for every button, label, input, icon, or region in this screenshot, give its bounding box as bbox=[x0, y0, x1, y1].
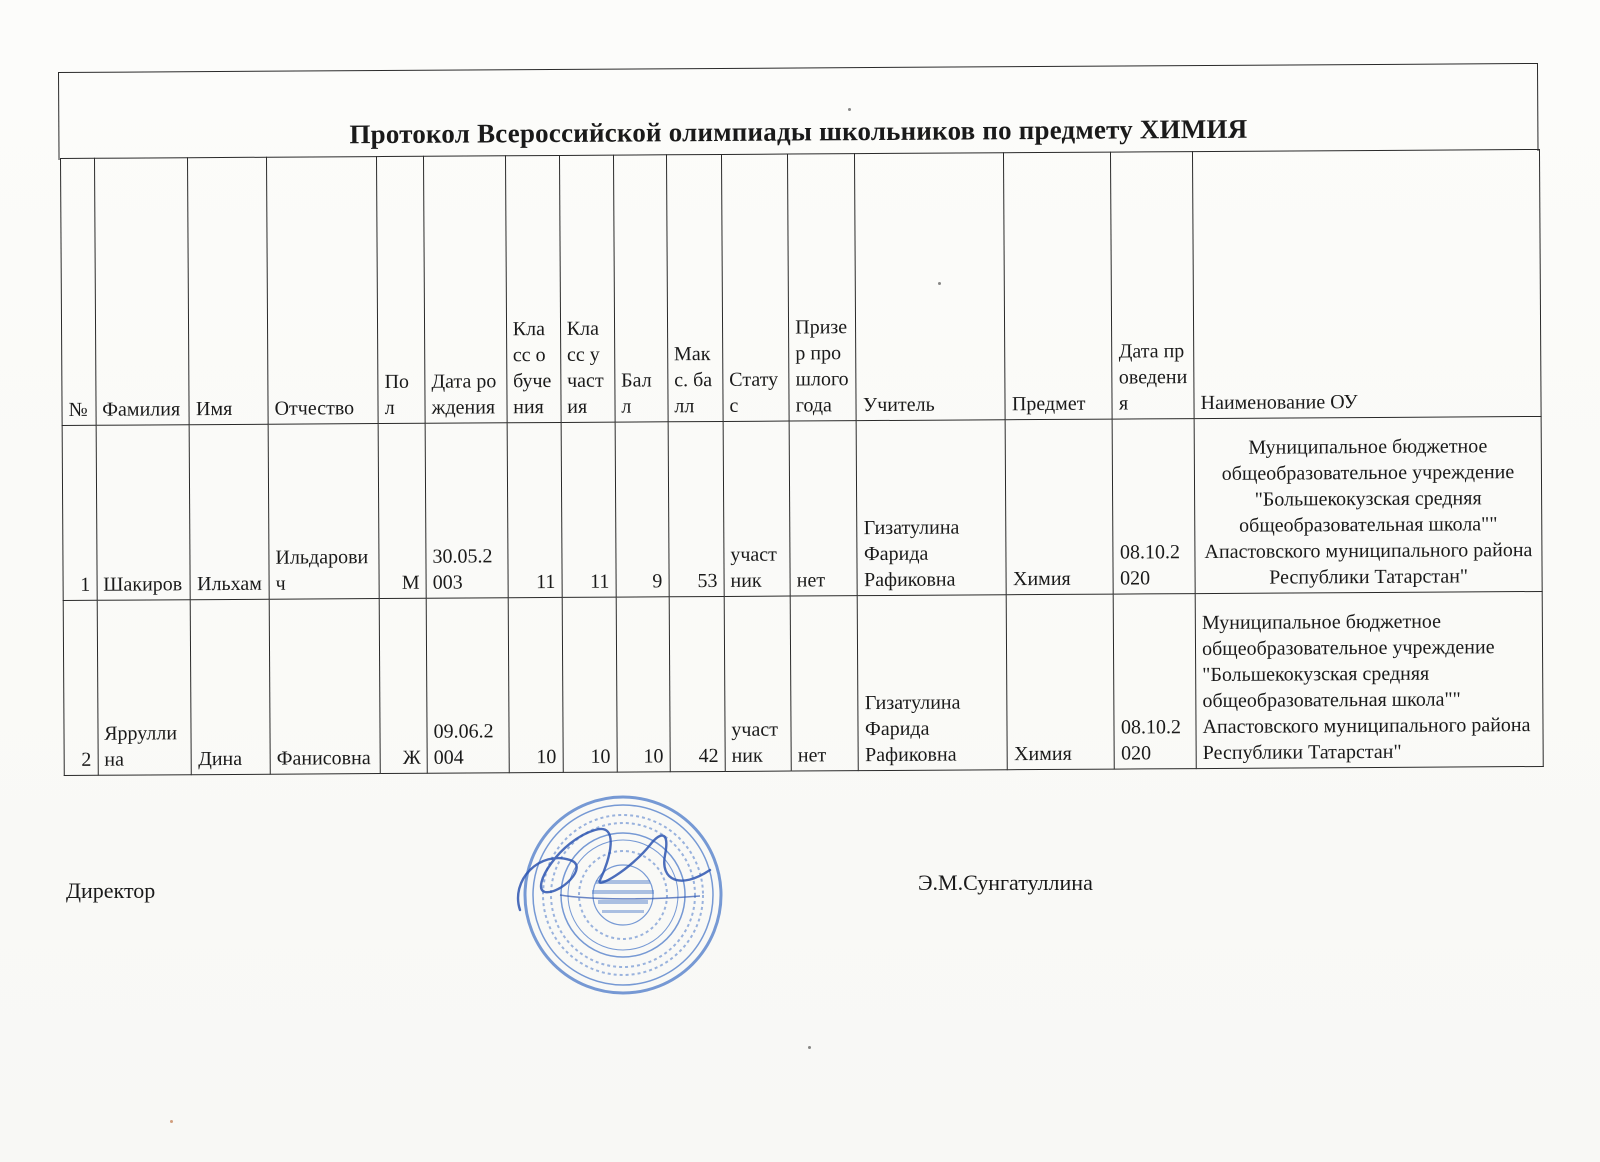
cell-prev-winner: нет bbox=[789, 421, 857, 596]
header-score: Балл bbox=[613, 155, 668, 422]
header-first-name: Имя bbox=[188, 157, 268, 424]
cell-sex: Ж bbox=[379, 598, 427, 773]
cell-num: 2 bbox=[63, 600, 98, 775]
header-prev-winner: Призер прошлого года bbox=[788, 154, 857, 421]
cell-max-score: 53 bbox=[668, 421, 724, 596]
cell-grade-participation: 10 bbox=[562, 597, 617, 772]
cell-last-name: Ярруллина bbox=[97, 600, 192, 776]
cell-patronymic: Фанисовна bbox=[269, 599, 380, 775]
cell-status: участник bbox=[724, 596, 791, 771]
table-header-row bbox=[61, 149, 1542, 425]
header-status: Статус bbox=[721, 154, 789, 421]
handwritten-signature-icon bbox=[500, 800, 730, 930]
cell-event-date: 08.10.2020 bbox=[1113, 419, 1196, 594]
header-event-date: Дата проведения bbox=[1111, 152, 1194, 419]
cell-event-date: 08.10.2020 bbox=[1114, 594, 1197, 769]
scan-speck bbox=[848, 108, 851, 111]
cell-patronymic: Ильдарович bbox=[268, 424, 379, 600]
header-subject: Предмет bbox=[1004, 152, 1113, 420]
header-school: Наименование ОУ bbox=[1193, 149, 1542, 418]
cell-sex: М bbox=[378, 423, 426, 598]
header-grade-participation: Класс участия bbox=[559, 155, 615, 422]
cell-school: Муниципальное бюджетное общеобразовательное учреждение "Большекокузская средняя общеобразовательная школа"" Апастовского муниципального района Республики Татарстан" bbox=[1194, 416, 1542, 593]
director-name: Э.М.Сунгатуллина bbox=[918, 870, 1093, 895]
cell-max-score: 42 bbox=[669, 596, 725, 771]
director-label: Директор bbox=[66, 878, 156, 903]
header-grade-study: Класс обучения bbox=[505, 155, 561, 422]
header-sex: Пол bbox=[377, 156, 426, 423]
cell-grade-study: 10 bbox=[508, 597, 563, 772]
table-row bbox=[62, 416, 1542, 600]
cell-status: участник bbox=[723, 421, 790, 596]
header-patronymic: Отчество bbox=[267, 157, 379, 425]
cell-teacher: Гизатулина Фарида Рафиковна bbox=[858, 595, 1008, 771]
header-teacher: Учитель bbox=[855, 153, 1006, 421]
cell-birth-date: 30.05.2003 bbox=[425, 423, 508, 598]
cell-num: 1 bbox=[62, 425, 97, 600]
cell-last-name: Шакиров bbox=[96, 425, 191, 601]
scan-speck bbox=[808, 1046, 811, 1049]
table-row bbox=[63, 591, 1543, 775]
title-frame bbox=[58, 63, 1539, 160]
cell-teacher: Гизатулина Фарида Рафиковна bbox=[857, 420, 1007, 596]
scan-speck bbox=[170, 1120, 173, 1123]
document-title: Протокол Всероссийской олимпиады школьников по предмету ХИМИЯ bbox=[349, 113, 1248, 150]
header-last-name: Фамилия bbox=[94, 158, 189, 426]
cell-school: Муниципальное бюджетное общеобразовательное учреждение "Большекокузская средняя общеобразовательная школа"" Апастовского муниципального района Республики Татарстан" bbox=[1195, 591, 1543, 768]
header-max-score: Макс. балл bbox=[666, 154, 723, 421]
cell-prev-winner: нет bbox=[790, 596, 858, 771]
header-num: № bbox=[61, 158, 96, 425]
cell-first-name: Ильхам bbox=[190, 424, 270, 599]
scan-speck bbox=[938, 282, 941, 285]
cell-score: 10 bbox=[616, 597, 670, 772]
cell-first-name: Дина bbox=[191, 599, 271, 774]
cell-grade-study: 11 bbox=[507, 422, 562, 597]
cell-birth-date: 09.06.2004 bbox=[426, 598, 509, 773]
cell-subject: Химия bbox=[1007, 594, 1115, 770]
cell-score: 9 bbox=[615, 422, 669, 597]
cell-subject: Химия bbox=[1006, 419, 1114, 595]
protocol-table bbox=[60, 149, 1544, 776]
cell-grade-participation: 11 bbox=[561, 422, 616, 597]
header-birth-date: Дата рождения bbox=[424, 156, 507, 423]
